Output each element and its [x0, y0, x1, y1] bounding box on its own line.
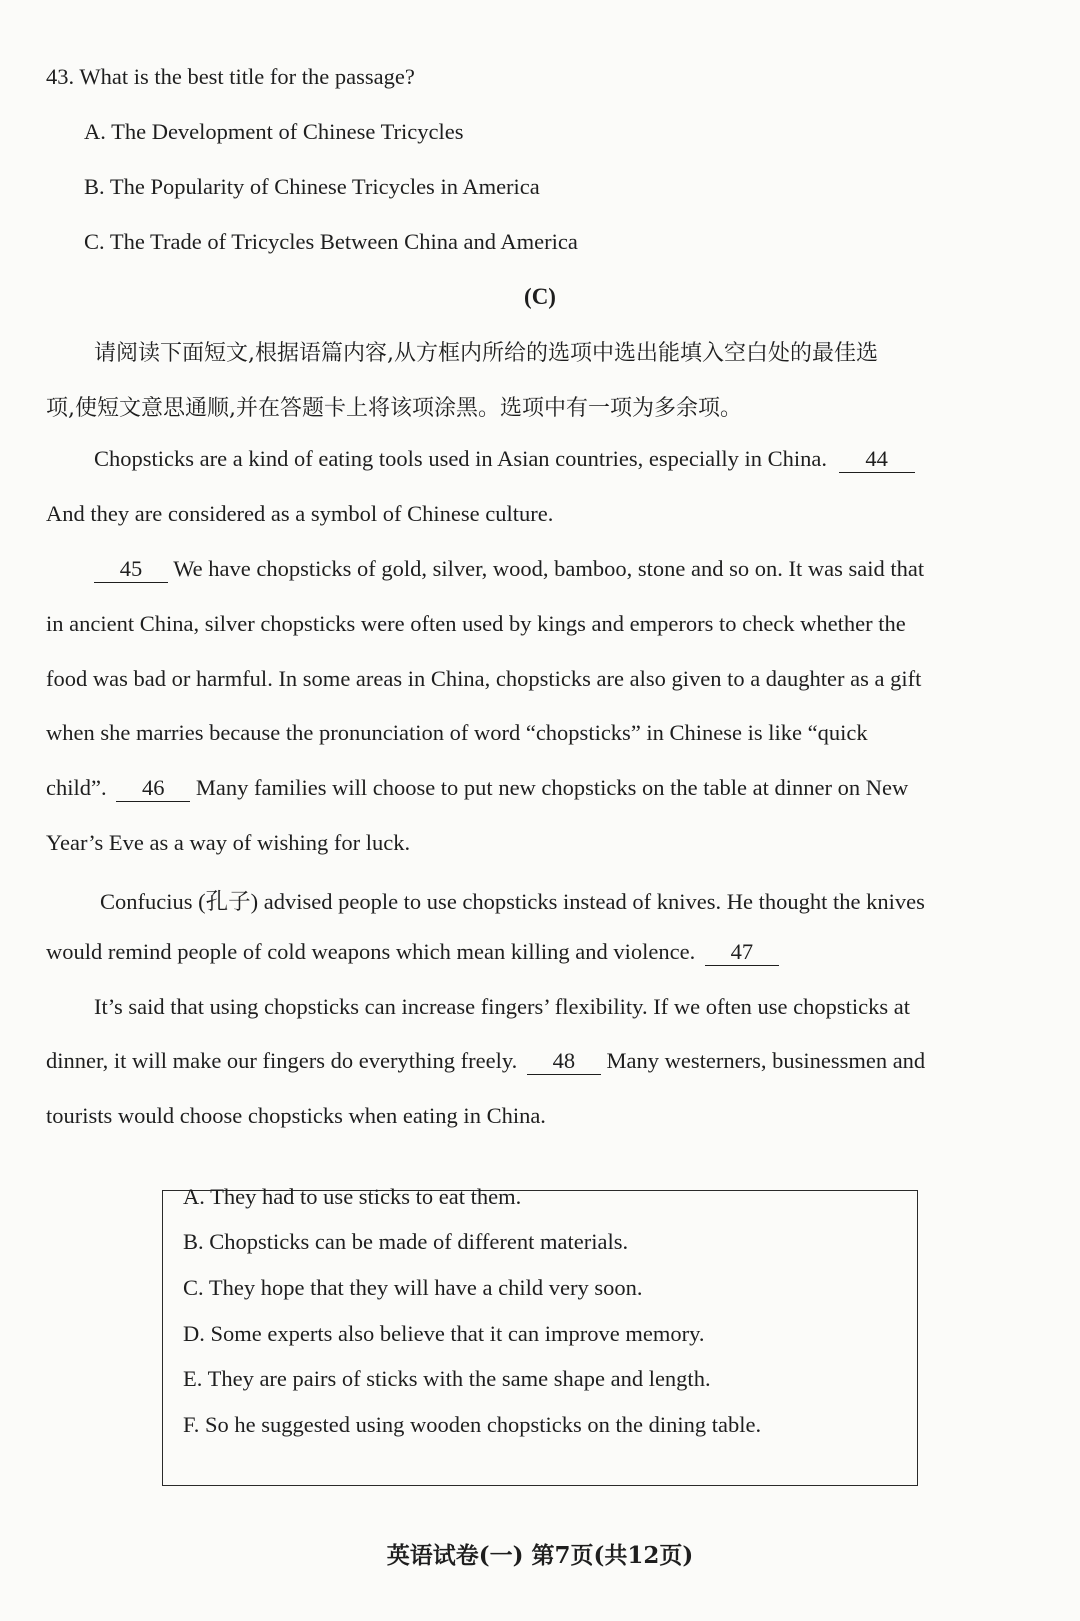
box-option-e: E. They are pairs of sticks with the same shape and length. [183, 1366, 711, 1391]
passage-p2-line-4: when she marries because the pronunciation of word “chopsticks” in Chinese is like “quick [46, 720, 868, 745]
box-option-b: B. Chopsticks can be made of different materials. [183, 1229, 629, 1254]
options-box [162, 1184, 918, 1486]
box-option-f: F. So he suggested using wooden chopsticks on the dining table. [183, 1412, 762, 1437]
instructions-line-1: 请阅读下面短文,根据语篇内容,从方框内所给的选项中选出能填入空白处的最佳选 [94, 341, 878, 366]
passage-p1-line-1 [94, 446, 915, 473]
blank-46: 46 [116, 776, 190, 802]
question-43-option-a: A. The Development of Chinese Tricycles [84, 119, 464, 144]
passage-p2-text-5b: Many families will choose to put new chopsticks on the table at dinner on New [195, 775, 909, 800]
passage-p3-line-1: Confucius (孔子) advised people to use chopsticks instead of knives. He thought the knives [100, 889, 925, 914]
passage-p2-line-5 [46, 775, 908, 802]
passage-p2-text-5a: child”. [46, 775, 107, 800]
passage-p4-line-3: tourists would choose chopsticks when eating in China. [46, 1103, 546, 1128]
passage-p1-text-1: Chopsticks are a kind of eating tools used in Asian countries, especially in China. [94, 446, 827, 471]
box-option-c: C. They hope that they will have a child very soon. [183, 1275, 643, 1300]
passage-p2-line-2: in ancient China, silver chopsticks were often used by kings and emperors to check whether the [46, 611, 906, 636]
passage-p2-line-6: Year’s Eve as a way of wishing for luck. [46, 830, 411, 855]
question-43-option-c: C. The Trade of Tricycles Between China and America [84, 229, 578, 254]
passage-p3-line-2 [46, 939, 779, 966]
blank-44: 44 [839, 447, 915, 473]
question-43-option-b: B. The Popularity of Chinese Tricycles in America [84, 174, 540, 199]
box-option-d: D. Some experts also believe that it can improve memory. [183, 1321, 705, 1346]
blank-48: 48 [527, 1049, 601, 1075]
passage-p1-line-2: And they are considered as a symbol of Chinese culture. [46, 501, 554, 526]
passage-p2-text-1: We have chopsticks of gold, silver, wood, bamboo, stone and so on. It was said that [173, 556, 925, 581]
blank-45: 45 [94, 557, 168, 583]
page-footer: 英语试卷(一) 第7页(共12页) [386, 1542, 694, 1569]
passage-p3-text-2: would remind people of cold weapons which mean killing and violence. [46, 939, 696, 964]
box-option-a: A. They had to use sticks to eat them. [183, 1184, 522, 1209]
passage-p2-line-1 [94, 556, 924, 583]
question-43-stem: 43. What is the best title for the passage? [46, 64, 415, 89]
instructions-line-2: 项,使短文意思通顺,并在答题卡上将该项涂黑。选项中有一项为多余项。 [46, 396, 742, 421]
section-label: (C) [524, 284, 556, 309]
passage-p4-text-2b: Many westerners, businessmen and [606, 1048, 926, 1073]
passage-p4-text-2a: dinner, it will make our fingers do everything freely. [46, 1048, 518, 1073]
passage-p2-line-3: food was bad or harmful. In some areas in China, chopsticks are also given to a daughter as a gift [46, 666, 922, 691]
passage-p4-line-1: It’s said that using chopsticks can increase fingers’ flexibility. If we often use chopsticks at [94, 994, 911, 1019]
passage-p4-line-2 [46, 1048, 925, 1075]
blank-47: 47 [705, 940, 779, 966]
